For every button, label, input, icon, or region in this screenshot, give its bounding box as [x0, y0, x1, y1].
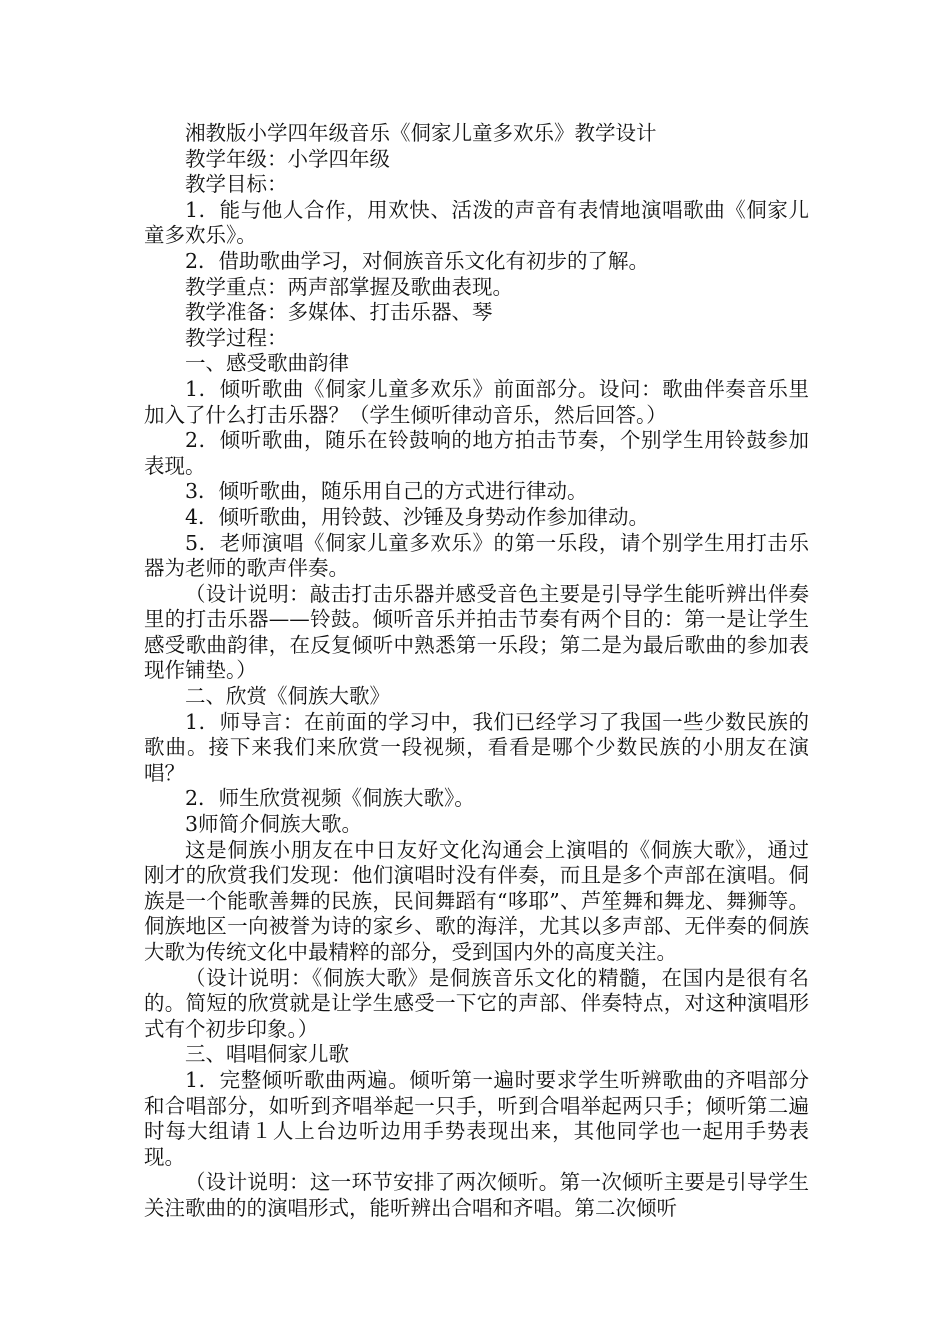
- paragraph: 4．倾听歌曲，用铃鼓、沙锤及身势动作参加律动。: [185, 504, 650, 529]
- document-title: 湘教版小学四年级音乐《侗家儿童多欢乐》教学设计: [185, 121, 657, 145]
- paragraph: 2．借助歌曲学习，对侗族音乐文化有初步的了解。: [185, 248, 650, 273]
- paragraph: 教学重点：两声部掌握及歌曲表现。: [185, 274, 513, 299]
- paragraph: 1．师导言：在前面的学习中，我们已经学习了我国一些少数民族的歌曲。接下来我们来欣赏一段视频，看看是哪个少数民族的小朋友在演唱？: [144, 709, 809, 785]
- paragraph: 3师简介侗族大歌。: [185, 812, 363, 837]
- section-heading: 三、唱唱侗家儿歌: [185, 1042, 349, 1067]
- paragraph: 1．完整倾听歌曲两遍。倾听第一遍时要求学生听辨歌曲的齐唱部分和合唱部分，如听到齐唱举起一只手，听到合唱举起两只手；倾听第二遍时每大组请１人上台边听边用手势表现出来，其他同学也一起用手势表现。: [144, 1067, 809, 1169]
- paragraph: 2．倾听歌曲，随乐在铃鼓响的地方拍击节奏，个别学生用铃鼓参加表现。: [144, 428, 809, 478]
- paragraph: 教学过程：: [185, 325, 288, 350]
- paragraph: 教学年级：小学四年级: [185, 146, 390, 171]
- paragraph: 1．倾听歌曲《侗家儿童多欢乐》前面部分。设问：歌曲伴奏音乐里加入了什么打击乐器？（学生倾听律动音乐，然后回答。）: [144, 376, 809, 427]
- document-body: [144, 121, 809, 1222]
- design-note: （设计说明：这一环节安排了两次倾听。第一次倾听主要是引导学生关注歌曲的的演唱形式，能听辨出合唱和齐唱。第二次倾听: [144, 1170, 809, 1220]
- paragraph: 2．师生欣赏视频《侗族大歌》。: [185, 786, 475, 811]
- paragraph: 这是侗族小朋友在中日友好文化沟通会上演唱的《侗族大歌》，通过刚才的欣赏我们发现：他们演唱时没有伴奏，而且是多个声部在演唱。侗族是一个能歌善舞的民族，民间舞蹈有“哆耶”、芦笙舞和舞龙、舞狮等。侗族地区一向被誉为诗的家乡、歌的海洋，尤其以多声部、无伴奏的侗族大歌为传统文化中最精粹的部分，受到国内外的高度关注。: [144, 837, 809, 964]
- paragraph: 教学准备：多媒体、打击乐器、琴: [185, 300, 493, 325]
- paragraph: 3．倾听歌曲，随乐用自己的方式进行律动。: [185, 479, 588, 504]
- design-note: （设计说明：《侗族大歌》是侗族音乐文化的精髓，在国内是很有名的。简短的欣赏就是让学生感受一下它的声部、伴奏特点，对这种演唱形式有个初步印象。）: [144, 965, 809, 1041]
- paragraph: 教学目标：: [185, 172, 288, 197]
- paragraph: 5．老师演唱《侗家儿童多欢乐》的第一乐段，请个别学生用打击乐器为老师的歌声伴奏。: [144, 530, 809, 581]
- section-heading: 一、感受歌曲韵律: [185, 351, 349, 376]
- section-heading: 二、欣赏《侗族大歌》: [185, 684, 390, 709]
- design-note: （设计说明：敲击打击乐器并感受音色主要是引导学生能听辨出伴奏里的打击乐器——铃鼓。倾听音乐并拍击节奏有两个目的：第一是让学生感受歌曲韵律，在反复倾听中熟悉第一乐段；第二是为最后歌曲的参加表现作铺垫。）: [144, 581, 809, 683]
- paragraph: 1．能与他人合作，用欢快、活泼的声音有表情地演唱歌曲《侗家儿童多欢乐》。: [144, 197, 809, 248]
